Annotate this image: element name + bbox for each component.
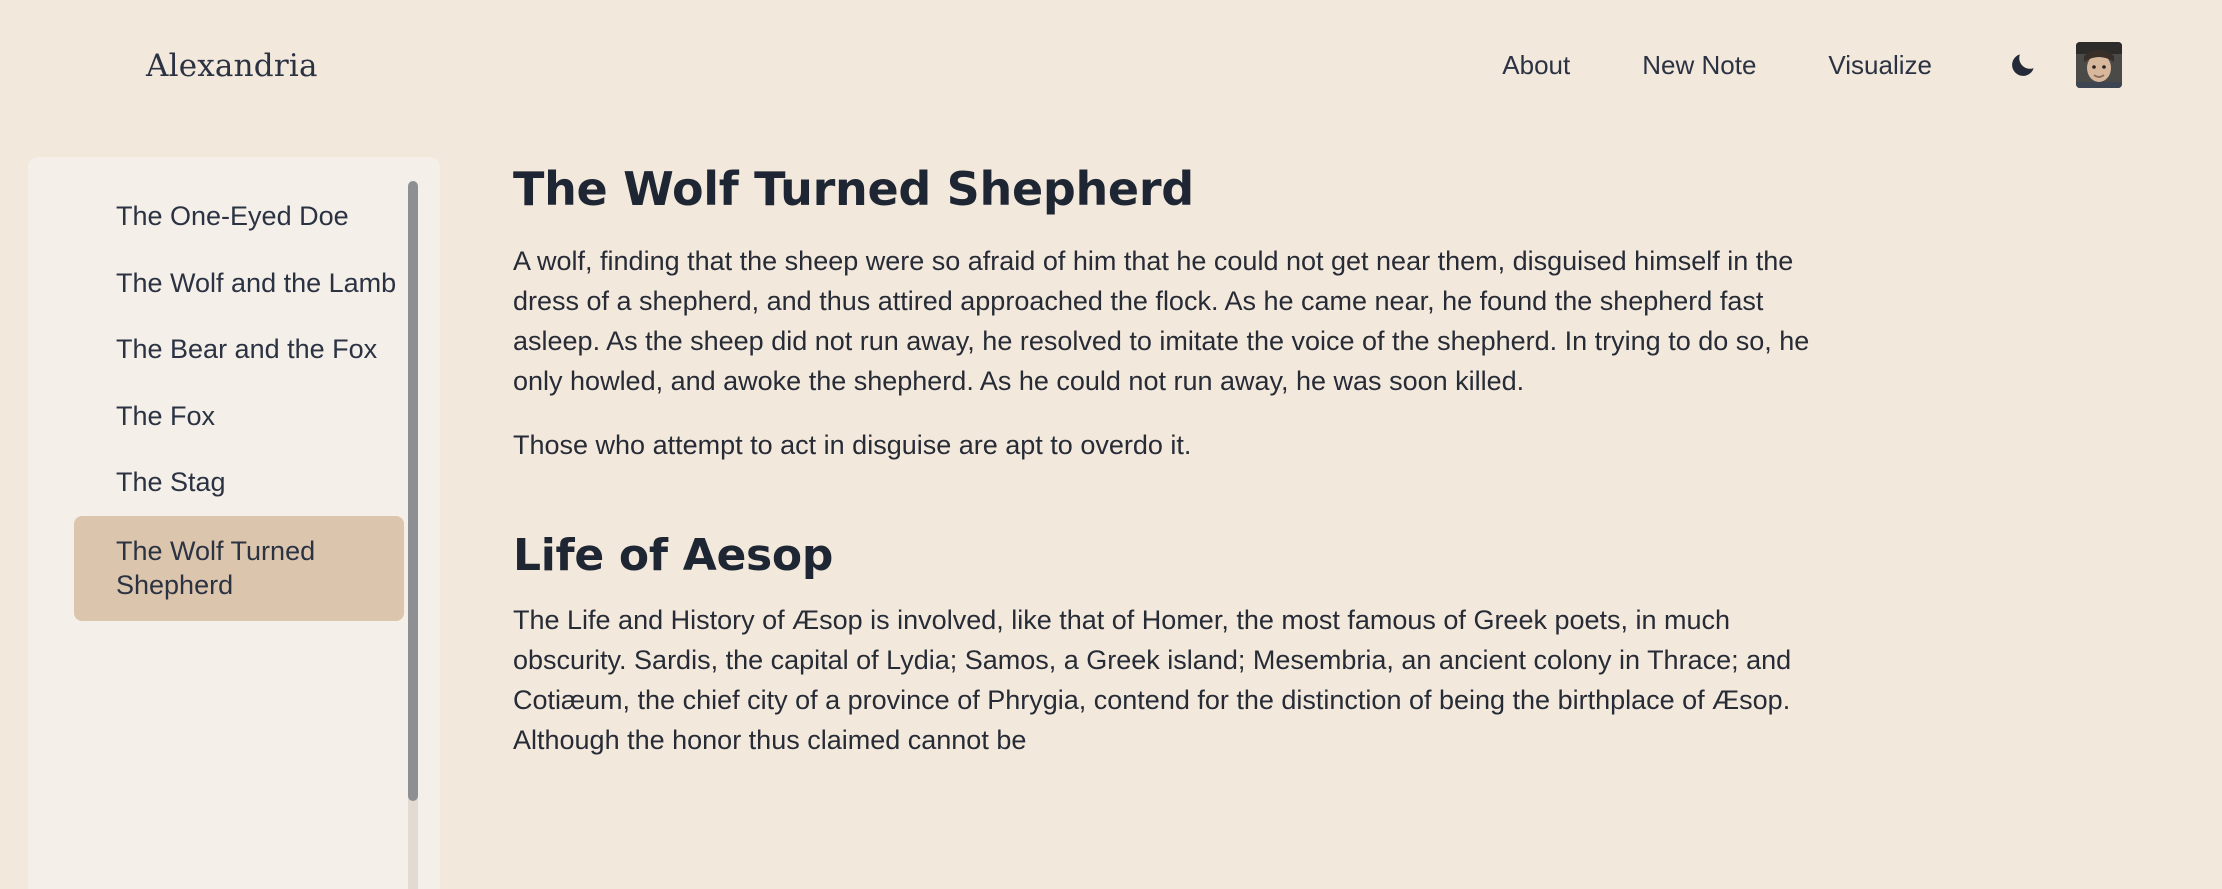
notes-list bbox=[28, 157, 440, 621]
page-title: The Wolf Turned Shepherd bbox=[513, 162, 1194, 216]
avatar[interactable] bbox=[2076, 42, 2122, 88]
sidebar-scrollbar-thumb[interactable] bbox=[408, 181, 418, 801]
note-paragraph-1: A wolf, finding that the sheep were so afraid of him that he could not get near them, disguised himself in the dress of a shepherd, and thus attired approached the flock. As he came near, he found the shepherd fast asleep. As the sheep did not run away, he resolved to imitate the voice of the shepherd. In trying to do so, he only howled, and awoke the shepherd. As he could not run away, he was soon killed. bbox=[513, 246, 1810, 396]
moon-icon[interactable] bbox=[2006, 48, 2040, 82]
notes-sidebar bbox=[28, 157, 440, 889]
section-title-life-of-aesop: Life of Aesop bbox=[513, 529, 834, 581]
note-content bbox=[513, 142, 2073, 889]
sidebar-item-the-bear-and-the-fox[interactable]: The Bear and the Fox bbox=[116, 334, 378, 365]
sidebar-item-the-one-eyed-doe[interactable]: The One-Eyed Doe bbox=[116, 201, 349, 231]
brand-title[interactable]: Alexandria bbox=[146, 48, 318, 84]
nav-visualize[interactable]: Visualize bbox=[1828, 49, 1932, 80]
app-header bbox=[0, 0, 2222, 142]
nav-new-note[interactable]: New Note bbox=[1642, 49, 1757, 80]
sidebar-item-the-wolf-turned-shepherd[interactable]: The Wolf Turned Shepherd bbox=[74, 516, 404, 621]
sidebar-item-the-fox[interactable]: The Fox bbox=[116, 400, 216, 431]
main-nav bbox=[1466, 42, 2122, 88]
sidebar-item-the-wolf-and-the-lamb[interactable]: The Wolf and the Lamb bbox=[116, 267, 397, 298]
sidebar-item-the-stag[interactable]: The Stag bbox=[116, 467, 226, 498]
note-paragraph-3: The Life and History of Æsop is involved, like that of Homer, the most famous of Greek poets, in much obscurity. Sardis, the capital of Lydia; Samos, a Greek island; Mesembria, an ancient colony in Thrace; and Cotiæum, the chief city of a province of Phrygia, contend for the distinction of being the birthplace of Æsop. Although the honor thus claimed cannot be bbox=[513, 604, 1792, 755]
nav-about[interactable]: About bbox=[1502, 49, 1571, 80]
note-moral: Those who attempt to act in disguise are apt to overdo it. bbox=[513, 429, 1192, 460]
